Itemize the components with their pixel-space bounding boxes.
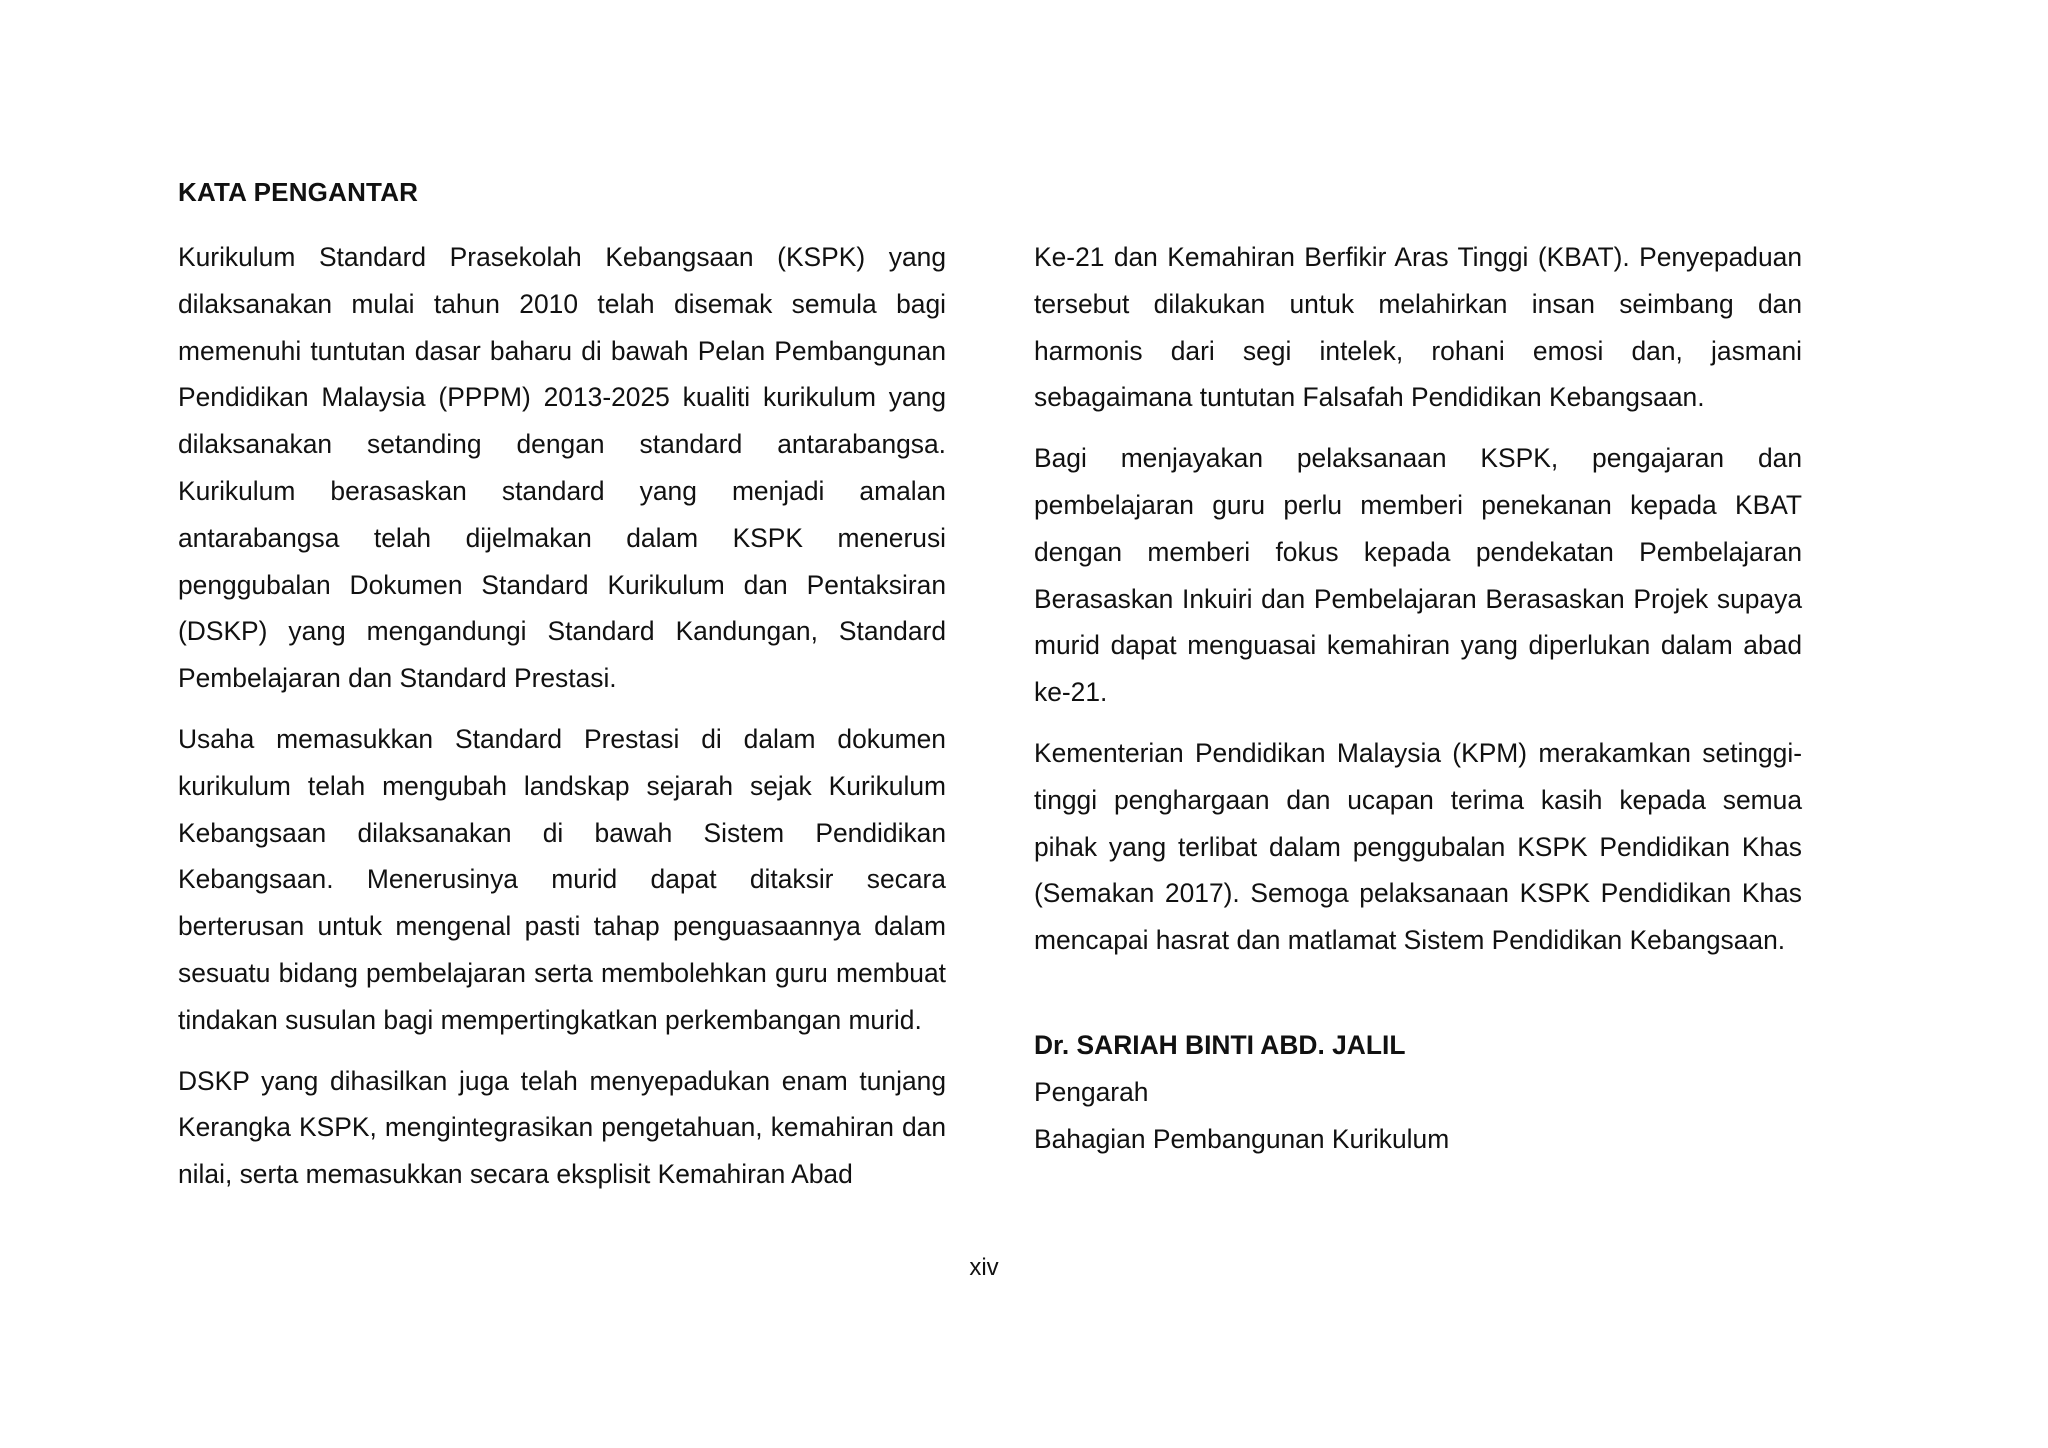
paragraph-kbat-continuation: Ke-21 dan Kemahiran Berfikir Aras Tinggi (KBAT). Penyepaduan tersebut dilakukan untuk melahirkan insan seimbang dan harmonis dari segi intelek, rohani emosi dan, jasmani sebagaimana tuntutan Falsafah Pendidikan Kebangsaan. — [1034, 242, 1802, 413]
paragraph-intro: Kurikulum Standard Prasekolah Kebangsaan (KSPK) yang dilaksanakan mulai tahun 2010 telah disemak semula bagi memenuhi tuntutan dasar baharu di bawah Pelan Pembangunan Pendidikan Malaysia (PPPM) 2013-2025 kualiti kurikulum yang dilaksanakan setanding dengan standard antarabangsa. Kurikulum berasaskan standard yang menjadi amalan antarabangsa telah dijelmakan dalam KSPK menerusi penggubalan Dokumen Standard Kurikulum dan Pentaksiran (DSKP) yang mengandungi Standard Kandungan, Standard Pembelajaran dan Standard Prestasi. — [178, 242, 946, 694]
right-column — [1034, 234, 1802, 978]
page-title: KATA PENGANTAR — [178, 177, 419, 207]
page-number: xiv — [969, 1254, 999, 1281]
paragraph-dskp: DSKP yang dihasilkan juga telah menyepadukan enam tunjang Kerangka KSPK, mengintegrasikan pengetahuan, kemahiran dan nilai, serta memasukkan secara eksplisit Kemahiran Abad — [178, 1065, 946, 1190]
signatory-name: Dr. SARIAH BINTI ABD. JALIL — [1034, 1030, 1406, 1060]
paragraph-standard-prestasi: Usaha memasukkan Standard Prestasi di dalam dokumen kurikulum telah mengubah landskap sejarah sejak Kurikulum Kebangsaan dilaksanakan di bawah Sistem Pendidikan Kebangsaan. Menerusinya murid dapat ditaksir secara berterusan untuk mengenal pasti tahap penguasaannya dalam sesuatu bidang pembelajaran serta membolehkan guru membuat tindakan susulan bagi mempertingkatkan perkembangan murid. — [178, 723, 946, 1035]
signatory-department: Bahagian Pembangunan Kurikulum — [1034, 1123, 1450, 1154]
signature-block — [1034, 1022, 1802, 1162]
signatory-title: Pengarah — [1034, 1076, 1149, 1107]
left-column — [178, 234, 946, 1212]
paragraph-penghargaan: Kementerian Pendidikan Malaysia (KPM) merakamkan setinggi-tinggi penghargaan dan ucapan terima kasih kepada semua pihak yang terlibat dalam penggubalan KSPK Pendidikan Khas (Semakan 2017). Semoga pelaksanaan KSPK Pendidikan Khas mencapai hasrat dan matlamat Sistem Pendidikan Kebangsaan. — [1034, 737, 1802, 956]
paragraph-pelaksanaan: Bagi menjayakan pelaksanaan KSPK, pengajaran dan pembelajaran guru perlu memberi penekanan kepada KBAT dengan memberi fokus kepada pendekatan Pembelajaran Berasaskan Inkuiri dan Pembelajaran Berasaskan Projek supaya murid dapat menguasai kemahiran yang diperlukan dalam abad ke-21. — [1034, 443, 1802, 708]
